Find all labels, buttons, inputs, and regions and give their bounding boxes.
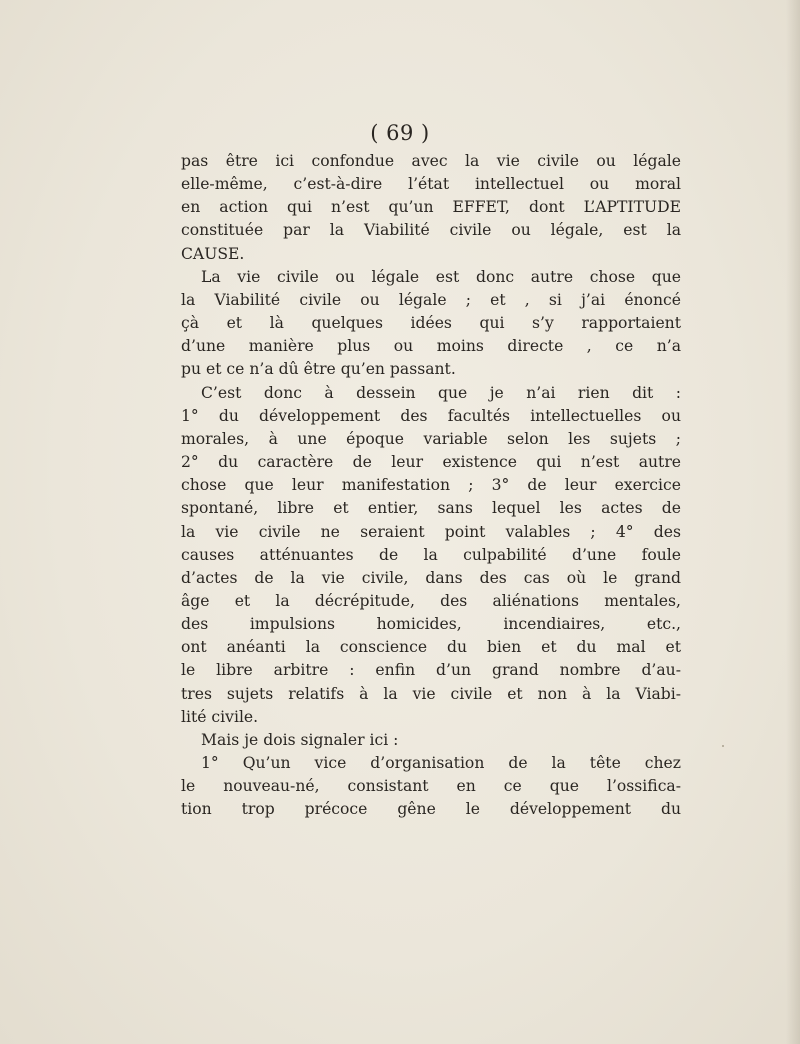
text-line: pas être ici confondue avec la vie civile ou légale [181,152,681,170]
text-line: C’est donc à dessein que je n’ai rien dit : [201,383,681,402]
text-line: CAUSE. [181,244,245,263]
text-line: 1° Qu’un vice d’organisation de la tête chez [201,754,681,773]
text-line: La vie civile ou légale est donc autre chose que [201,267,681,286]
page-number: ( 69 ) [370,121,430,145]
text-line: d’actes de la vie civile, dans des cas où le grand [181,568,681,587]
text-line: 2° du caractère de leur existence qui n’est autre [181,453,681,472]
text-line: d’une manière plus ou moins directe , ce n’a [181,337,681,356]
text-line: des impulsions homicides, incendiaires, etc., [181,615,681,634]
text-line: âge et la décrépitude, des aliénations mentales, [181,591,681,610]
body-text [181,150,681,822]
text-line: morales, à une époque variable selon les sujets ; [181,429,681,448]
text-line: la vie civile ne seraient point valables ; 4° des [181,522,681,541]
text-line: en action qui n’est qu’un EFFET, dont L’APTITUDE [181,198,681,217]
text-line: la Viabilité civile ou légale ; et , si j’ai énoncé [181,290,681,309]
text-line: le nouveau-né, consistant en ce que l’ossifica- [181,777,681,796]
text-line: 1° du développement des facultés intellectuelles ou [181,406,681,425]
text-line: le libre arbitre : enfin d’un grand nombre d’au- [181,661,681,680]
text-line: constituée par la Viabilité civile ou légale, est la [181,221,681,240]
text-line: spontané, libre et entier, sans lequel les actes de [181,499,681,518]
paper-speck [722,745,724,747]
text-line: lité civile. [181,707,259,726]
text-line: chose que leur manifestation ; 3° de leur exercice [181,476,681,495]
page-edge-shadow [786,0,800,1044]
text-line: causes atténuantes de la culpabilité d’une foule [181,545,681,564]
text-line: elle-même, c’est-à-dire l’état intellectuel ou moral [181,175,681,194]
text-line: Mais je dois signaler ici : [201,730,399,749]
text-line: ont anéanti la conscience du bien et du mal et [181,638,681,657]
text-line: tion trop précoce gêne le développement du [181,800,681,819]
text-line: tres sujets relatifs à la vie civile et non à la Viabi- [181,684,681,703]
text-line: pu et ce n’a dû être qu’en passant. [181,360,456,379]
text-line: çà et là quelques idées qui s’y rapportaient [181,314,681,333]
